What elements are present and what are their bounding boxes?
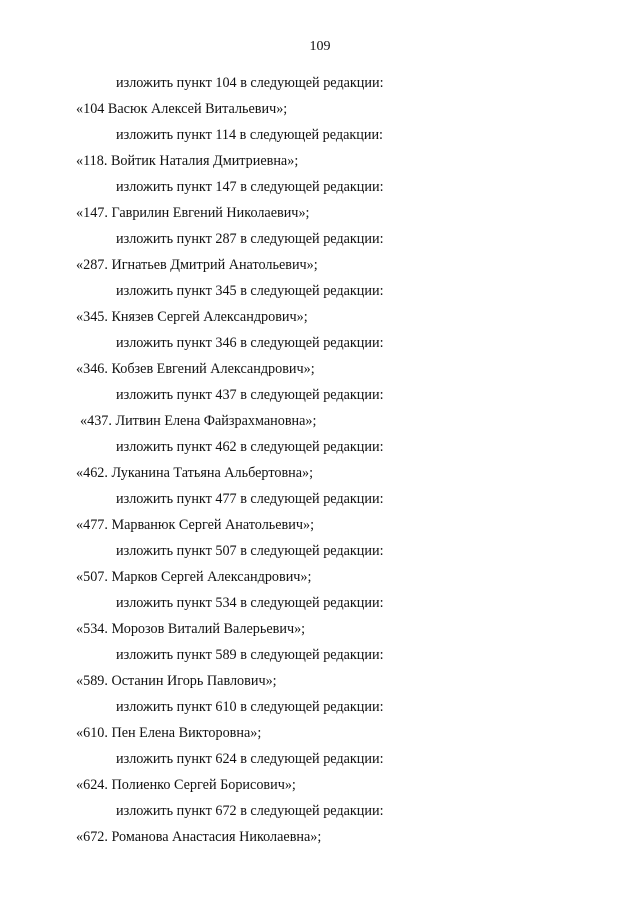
amendment-text: «437. Литвин Елена Файзрахмановна»; [80, 413, 317, 429]
amendment-instruction: изложить пункт 345 в следующей редакции: [116, 283, 384, 299]
amendment-instruction: изложить пункт 104 в следующей редакции: [116, 75, 384, 91]
amendment-text: «672. Романова Анастасия Николаевна»; [76, 829, 322, 845]
amendment-text: «345. Князев Сергей Александрович»; [76, 309, 308, 325]
amendment-list [0, 70, 640, 850]
amendment-instruction: изложить пункт 462 в следующей редакции: [116, 439, 384, 455]
amendment-instruction: изложить пункт 477 в следующей редакции: [116, 491, 384, 507]
amendment-text: «534. Морозов Виталий Валерьевич»; [76, 621, 306, 637]
amendment-instruction: изложить пункт 287 в следующей редакции: [116, 231, 384, 247]
amendment-instruction: изложить пункт 610 в следующей редакции: [116, 699, 384, 715]
amendment-instruction: изложить пункт 147 в следующей редакции: [116, 179, 384, 195]
amendment-text: «147. Гаврилин Евгений Николаевич»; [76, 205, 310, 221]
amendment-instruction: изложить пункт 534 в следующей редакции: [116, 595, 384, 611]
amendment-instruction: изложить пункт 507 в следующей редакции: [116, 543, 384, 559]
amendment-instruction: изложить пункт 672 в следующей редакции: [116, 803, 384, 819]
amendment-text: «346. Кобзев Евгений Александрович»; [76, 361, 315, 377]
amendment-text: «118. Войтик Наталия Дмитриевна»; [76, 153, 299, 169]
amendment-instruction: изложить пункт 346 в следующей редакции: [116, 335, 384, 351]
amendment-text: «104 Васюк Алексей Витальевич»; [76, 101, 288, 117]
amendment-text: «462. Луканина Татьяна Альбертовна»; [76, 465, 314, 481]
amendment-text: «610. Пен Елена Викторовна»; [76, 725, 262, 741]
amendment-text: «477. Марванюк Сергей Анатольевич»; [76, 517, 315, 533]
amendment-text: «624. Полиенко Сергей Борисович»; [76, 777, 296, 793]
amendment-text: «589. Останин Игорь Павлович»; [76, 673, 277, 689]
amendment-instruction: изложить пункт 437 в следующей редакции: [116, 387, 384, 403]
page-number: 109 [309, 39, 331, 54]
amendment-instruction: изложить пункт 114 в следующей редакции: [116, 127, 383, 143]
amendment-instruction: изложить пункт 624 в следующей редакции: [116, 751, 384, 767]
amendment-text: «287. Игнатьев Дмитрий Анатольевич»; [76, 257, 318, 273]
amendment-text: «507. Марков Сергей Александрович»; [76, 569, 312, 585]
amendment-instruction: изложить пункт 589 в следующей редакции: [116, 647, 384, 663]
